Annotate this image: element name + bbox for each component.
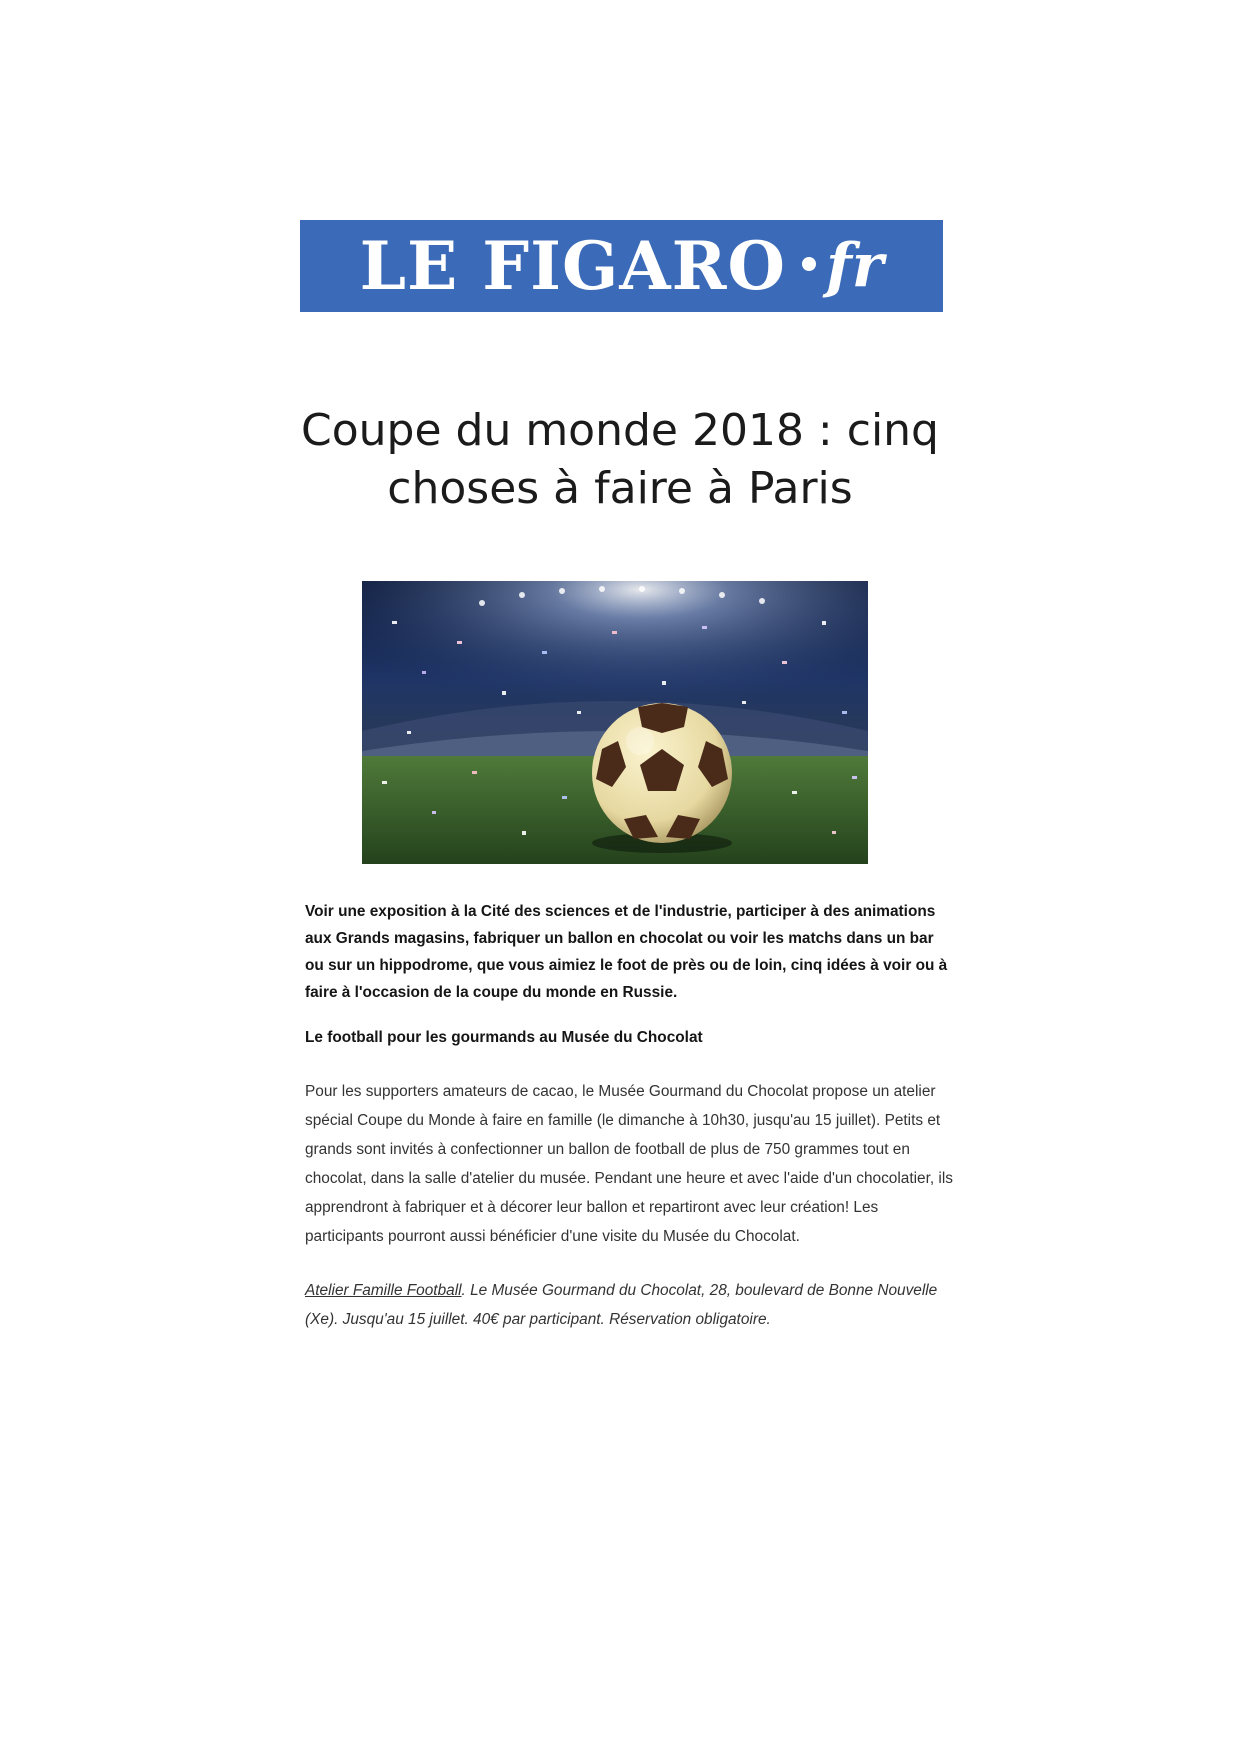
le-figaro-logo — [300, 220, 943, 312]
article-lead: Voir une exposition à la Cité des sciences et de l'industrie, participer à des animations aux Grands magasins, fabriquer un ballon en chocolat ou voir les matchs dans un bar ou sur un hippodrome, que vous aimiez le foot de près ou de loin, cinq idées à voir ou à faire à l'occasion de la coupe du monde en Russie. — [305, 903, 948, 1001]
atelier-link[interactable]: Atelier Famille Football — [305, 1282, 462, 1299]
event-info-text: . Le Musée Gourmand du Chocolat, 28, boulevard de Bonne Nouvelle (Xe). Jusqu'au 15 juillet. 40€ par participant. Réservation obligatoire. — [305, 1282, 938, 1328]
article-title: Coupe du monde 2018 : cinq choses à faire à Paris — [301, 405, 939, 514]
hero-image — [362, 581, 868, 864]
logo-wordmark: LE FIGARO — [359, 227, 786, 305]
section-subheading: Le football pour les gourmands au Musée du Chocolat — [305, 1029, 703, 1046]
logo-suffix: fr — [825, 231, 884, 301]
article-body — [305, 898, 955, 1334]
section-paragraph: Pour les supporters amateurs de cacao, le Musée Gourmand du Chocolat propose un atelier spécial Coupe du Monde à faire en famille (le dimanche à 10h30, jusqu'au 15 juillet). Petits et grands sont invités à confectionner un ballon de football de plus de 750 grammes tout en chocolat, dans la salle d'atelier du musée. Pendant une heure et avec l'aide d'un chocolatier, ils apprendront à fabriquer et à décorer leur ballon et repartiront avec leur création! Les participants pourront aussi bénéficier d'une visite du Musée du Chocolat. — [305, 1083, 953, 1245]
event-info — [305, 1276, 955, 1334]
logo-dot-icon — [802, 257, 816, 271]
